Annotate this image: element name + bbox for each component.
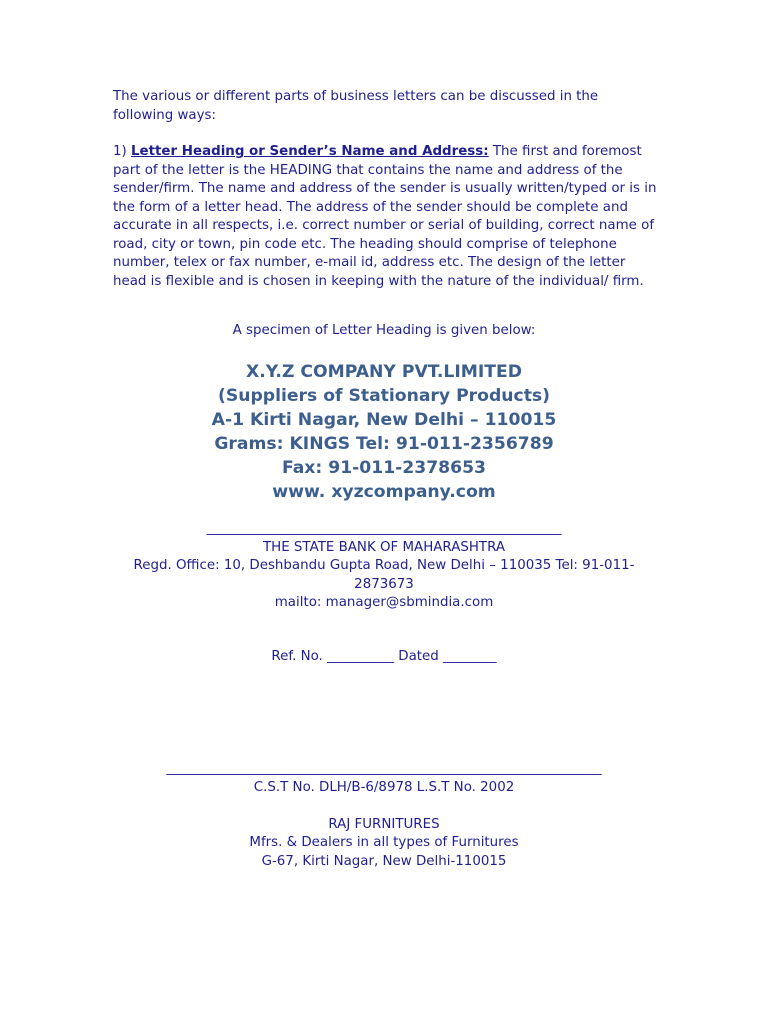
company-address: A-1 Kirti Nagar, New Delhi – 110015	[211, 410, 557, 430]
ref-dated-line: Ref. No. __________ Dated ________	[271, 649, 497, 664]
company-letterhead	[0, 360, 768, 504]
spacer	[0, 797, 768, 816]
raj-address: G-67, Kirti Nagar, New Delhi-110015	[261, 853, 507, 869]
section-1-paragraph	[113, 143, 661, 291]
raj-name: RAJ FURNITURES	[328, 816, 440, 832]
company-grams-tel: Grams: KINGS Tel: 91-011-2356789	[214, 434, 554, 454]
company-tagline: (Suppliers of Stationary Products)	[218, 386, 550, 406]
company-fax: Fax: 91-011-2378653	[281, 458, 487, 478]
bank-mail: mailto: manager@sbmindia.com	[274, 595, 494, 610]
bank-separator-line: _____________________________________________________	[206, 521, 562, 536]
raj-letterhead	[0, 760, 768, 871]
section-1-heading: Letter Heading or Sender’s Name and Address:	[131, 144, 489, 159]
bank-name: THE STATE BANK OF MAHARASHTRA	[262, 539, 506, 555]
section-1-text: The first and foremost part of the letter is the HEADING that contains the name and address of the sender/firm. The name and address of the sender is usually written/typed or is in the form of a letter head. The address of the sender should be complete and accurate in all respects, i.e. correct number or serial of building, correct name of road, city or town, pin code etc. The heading should comprise of telephone number, telex or fax number, e-mail id, address etc. The design of the letter head is flexible and is chosen in keeping with the nature of the individual/ firm.	[113, 144, 657, 289]
specimen-note: A specimen of Letter Heading is given below:	[232, 323, 536, 338]
bank-address: Regd. Office: 10, Deshbandu Gupta Road, New Delhi – 110035 Tel: 91-011-2873673	[133, 558, 635, 592]
section-1-number: 1)	[113, 144, 127, 159]
bank-letterhead	[0, 520, 768, 613]
raj-cst-line: C.S.T No. DLH/B-6/8978 L.S.T No. 2002	[253, 779, 515, 795]
company-name: X.Y.Z COMPANY PVT.LIMITED	[246, 362, 522, 382]
raj-separator-line: _________________________________________________________________	[166, 761, 602, 776]
intro-paragraph: The various or different parts of business letters can be discussed in the following ways:	[113, 89, 599, 123]
raj-description: Mfrs. & Dealers in all types of Furnitures	[249, 835, 519, 850]
company-website: www. xyzcompany.com	[272, 482, 496, 502]
